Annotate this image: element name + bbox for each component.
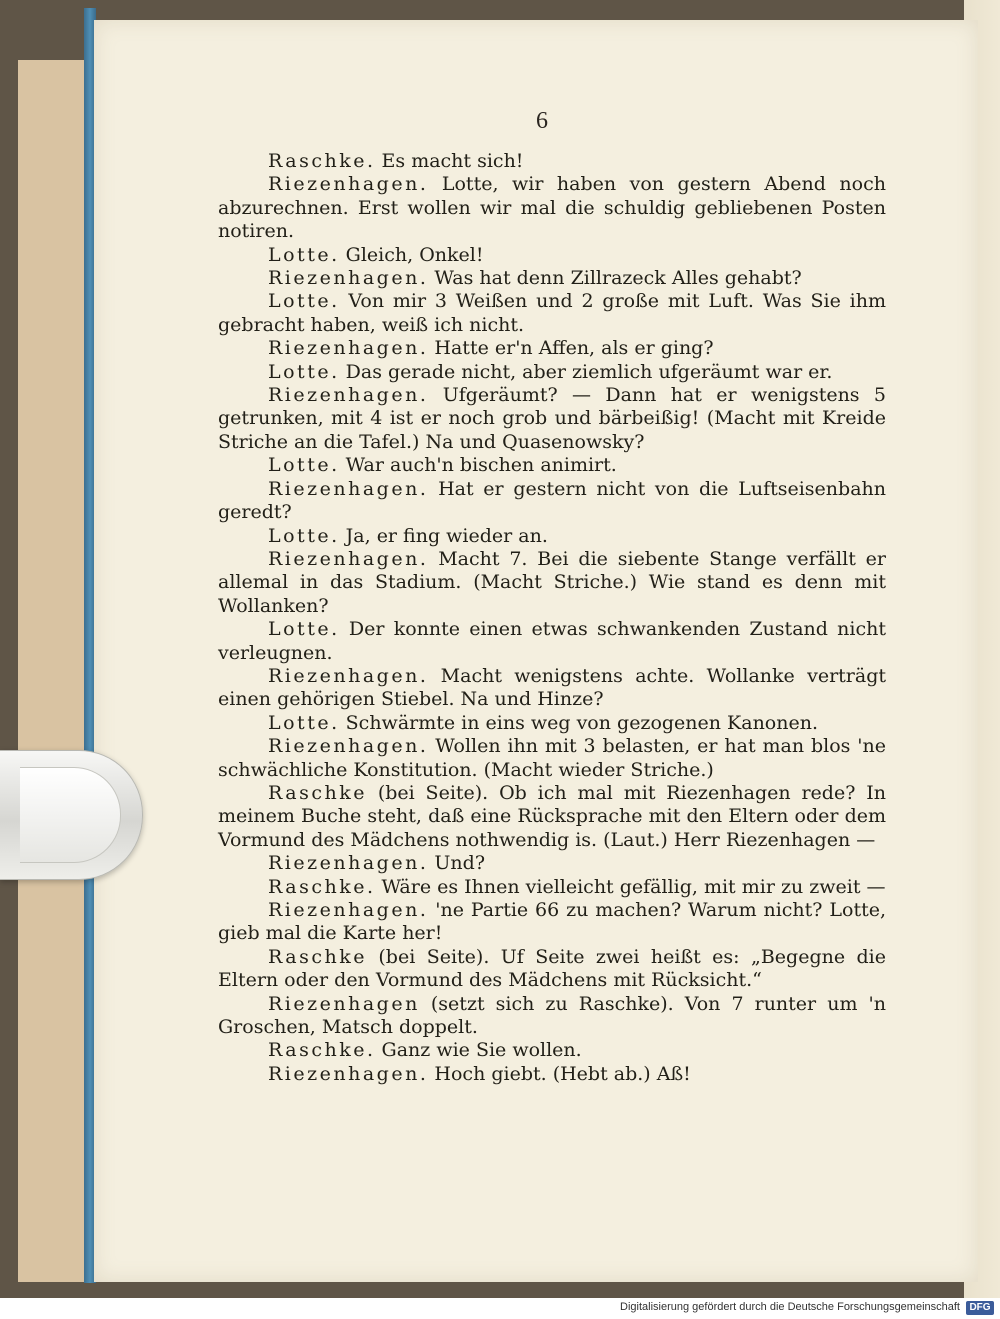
dialogue-text: 'ne Partie 66 zu machen? Warum nicht? Lotte, gieb mal die Karte her!	[218, 899, 886, 945]
text-paragraph	[218, 525, 886, 548]
text-paragraph	[218, 150, 886, 173]
clip-highlight	[20, 767, 121, 863]
speaker-name: Riezenhagen.	[268, 477, 429, 500]
dialogue-text: Macht 7. Bei die siebente Stange verfällt er allemal in das Stadium. (Macht Striche.) Wie stand es denn mit Wollanken?	[218, 547, 886, 617]
dialogue-text: War auch'n bischen animirt.	[339, 454, 617, 477]
speaker-name: Riezenhagen.	[268, 173, 429, 196]
text-paragraph	[218, 454, 886, 477]
speaker-name: Lotte.	[268, 524, 340, 547]
dialogue-text: Und?	[428, 852, 486, 875]
text-paragraph	[218, 782, 886, 852]
dialogue-text: Das gerade nicht, aber ziemlich ufgeräumt war er.	[339, 360, 833, 383]
text-paragraph	[218, 876, 886, 899]
text-paragraph	[218, 899, 886, 946]
dialogue-text: Ganz wie Sie wollen.	[375, 1039, 582, 1062]
dialogue-text: Macht wenigstens achte. Wollanke verträgt einen gehörigen Stiebel. Na und Hinze?	[218, 664, 886, 711]
speaker-name: Riezenhagen.	[268, 735, 429, 758]
dialogue-text: (setzt sich zu Raschke). Von 7 runter um 'n Groschen, Matsch doppelt.	[218, 992, 886, 1039]
text-paragraph	[218, 267, 886, 290]
speaker-name: Lotte.	[268, 290, 340, 313]
text-paragraph	[218, 384, 886, 454]
text-paragraph	[218, 946, 886, 993]
dialogue-text: Hat er gestern nicht von die Luftseisenbahn geredt?	[218, 477, 886, 524]
speaker-name: Riezenhagen.	[268, 267, 429, 290]
text-paragraph	[218, 478, 886, 525]
speaker-name: Riezenhagen.	[268, 547, 429, 570]
footer-credit: Digitalisierung gefördert durch die Deutsche Forschungsgemeinschaft	[620, 1301, 960, 1313]
speaker-name: Riezenhagen.	[268, 1062, 429, 1085]
dialogue-text: Schwärmte in eins weg von gezogenen Kanonen.	[339, 711, 819, 734]
text-paragraph	[218, 1063, 886, 1086]
speaker-name: Riezenhagen.	[268, 384, 429, 407]
dialogue-text: Hatte er'n Affen, als er ging?	[428, 337, 714, 360]
dialogue-text: Hoch giebt. (Hebt ab.) Aß!	[428, 1062, 691, 1085]
text-paragraph	[218, 361, 886, 384]
dialogue-text: Wäre es Ihnen vielleicht gefällig, mit mir zu zweit —	[375, 875, 886, 898]
dialogue-text: Lotte, wir haben von gestern Abend noch abzurechnen. Erst wollen wir mal die schuldig gebliebenen Posten notiren.	[218, 173, 886, 243]
speaker-name: Riezenhagen.	[268, 852, 429, 875]
speaker-name: Lotte.	[268, 454, 340, 477]
speaker-name: Lotte.	[268, 711, 340, 734]
speaker-name: Raschke	[268, 945, 367, 968]
dialogue-text: Der konnte einen etwas schwankenden Zustand nicht verleugnen.	[218, 618, 886, 664]
text-paragraph	[218, 993, 886, 1040]
text-paragraph	[218, 618, 886, 665]
speaker-name: Riezenhagen.	[268, 664, 429, 687]
speaker-name: Raschke.	[268, 150, 376, 172]
dialogue-text: Gleich, Onkel!	[339, 243, 484, 266]
text-paragraph	[218, 1039, 886, 1062]
speaker-name: Lotte.	[268, 618, 340, 641]
text-paragraph	[218, 173, 886, 243]
dialogue-text: (bei Seite). Uf Seite zwei heißt es: „Begegne die Eltern oder den Vormund des Mädchens mit Rücksicht.“	[218, 945, 886, 992]
speaker-name: Lotte.	[268, 360, 340, 383]
dialogue-text: Von mir 3 Weißen und 2 große mit Luft. Was Sie ihm gebracht haben, weiß ich nicht.	[218, 290, 886, 336]
text-paragraph	[218, 665, 886, 712]
dialogue-text: Es macht sich!	[375, 150, 524, 172]
dfg-logo: DFG	[966, 1301, 994, 1315]
dialogue-text: Wollen ihn mit 3 belasten, er hat man blos 'ne schwächliche Konstitution. (Macht wieder Striche.)	[218, 735, 886, 781]
text-paragraph	[218, 548, 886, 618]
text-paragraph	[218, 712, 886, 735]
speaker-name: Raschke.	[268, 875, 376, 898]
speaker-name: Raschke	[268, 781, 367, 804]
page-number: 6	[536, 108, 548, 134]
text-paragraph	[218, 290, 886, 337]
text-paragraph	[218, 852, 886, 875]
text-paragraph	[218, 244, 886, 267]
speaker-name: Lotte.	[268, 243, 340, 266]
plastic-page-clip	[0, 750, 143, 880]
dialogue-text: Was hat denn Zillrazeck Alles gehabt?	[428, 267, 802, 290]
text-paragraph	[218, 735, 886, 782]
speaker-name: Raschke.	[268, 1039, 376, 1062]
dialogue-text: Ufgeräumt? — Dann hat er wenigstens 5 getrunken, mit 4 ist er noch grob und bärbeißig! (Macht mit Kreide Striche an die Tafel.) Na und Quasenowsky?	[218, 384, 886, 453]
dialogue-text: Ja, er fing wieder an.	[339, 524, 548, 547]
speaker-name: Riezenhagen.	[268, 899, 429, 921]
dialogue-text: (bei Seite). Ob ich mal mit Riezenhagen rede? In meinem Buche steht, daß eine Rücksprache mit den Eltern oder dem Vormund des Mädchens nothwendig is. (Laut.) Herr Riezenhagen —	[218, 781, 886, 851]
text-paragraph	[218, 337, 886, 360]
speaker-name: Riezenhagen.	[268, 337, 429, 360]
speaker-name: Riezenhagen	[268, 992, 420, 1015]
page-text	[218, 150, 886, 1086]
digitization-footer	[0, 1298, 1000, 1319]
